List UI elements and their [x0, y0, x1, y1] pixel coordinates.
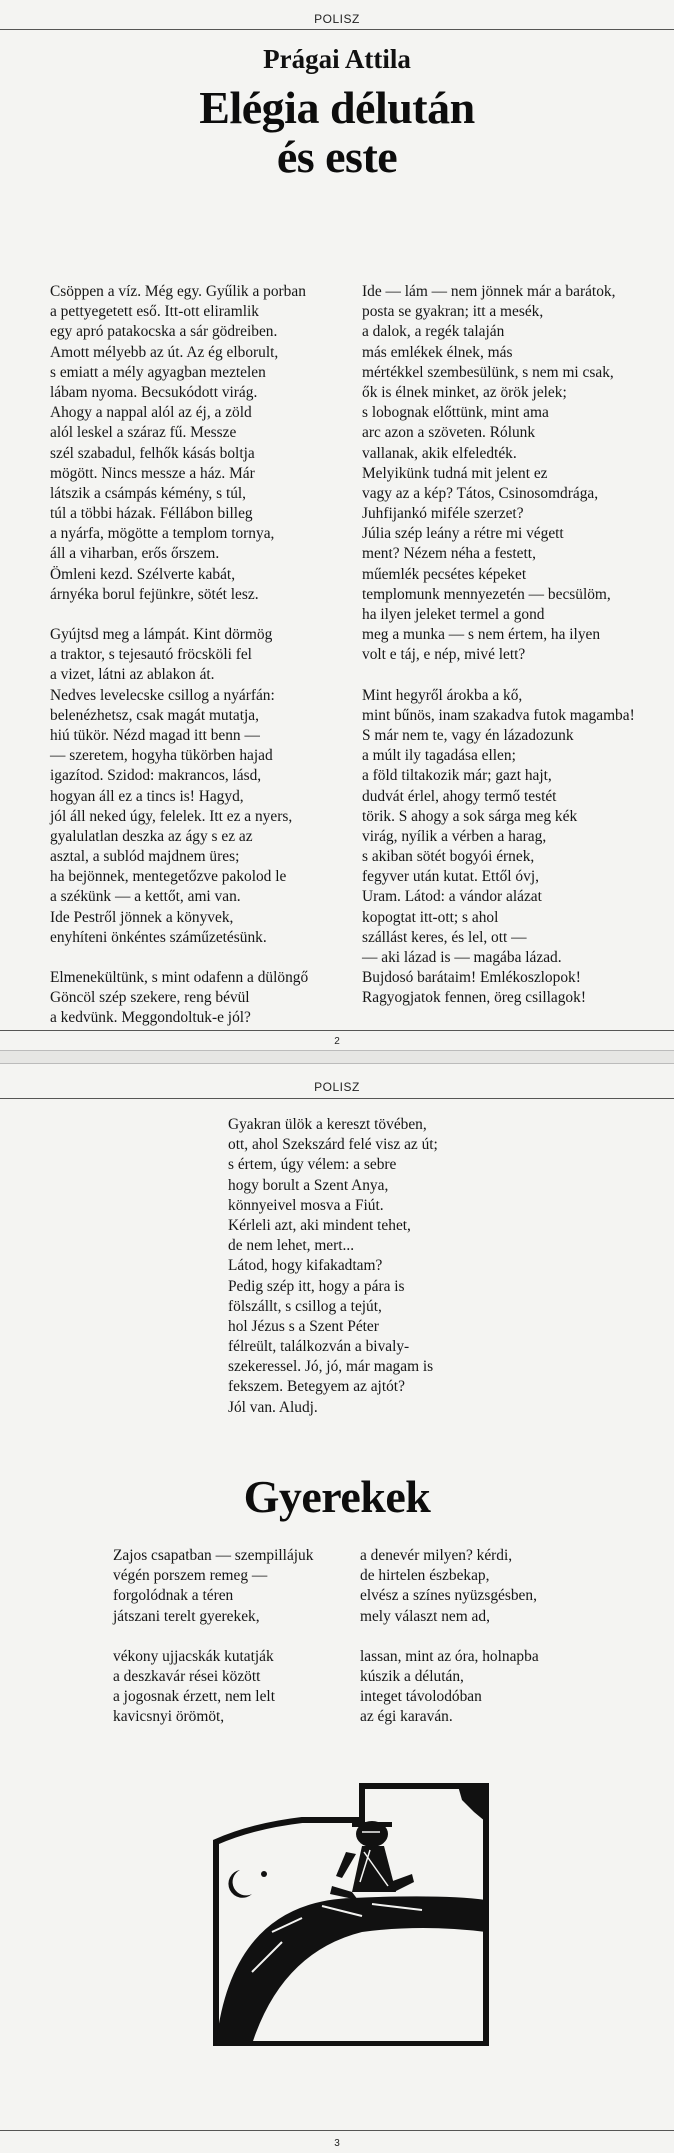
poem-line: asztal, a sublód majdnem üres; — [50, 848, 240, 866]
poem-line: Ide Pestről jönnek a könyvek, — [50, 908, 234, 926]
poem-line: Júlia szép leány a rétre mi végett — [362, 525, 564, 543]
poem-line: áll a viharban, erős őrszem. — [50, 545, 220, 563]
poem-line: Ide — lám — nem jönnek már a barátok, — [362, 283, 616, 300]
running-head: POLISZ — [314, 12, 360, 26]
poem-line: fekszem. Betegyem az ajtót? — [228, 1378, 405, 1396]
poem-line: integet távolodóban — [360, 1688, 482, 1706]
stanza — [50, 282, 350, 605]
poem-line: a dalok, a regék talaján — [362, 323, 505, 341]
poem-line: igazítod. Szidod: makrancos, lásd, — [50, 767, 262, 785]
poem-line: hogy borult a Szent Anya, — [228, 1176, 389, 1194]
poem-line: a kedvünk. Meggondoltuk-e jól? — [50, 1009, 251, 1027]
poem-line: S már nem te, vagy én lázadozunk — [362, 726, 574, 744]
header-rule — [0, 29, 674, 30]
stanza — [360, 1546, 610, 1627]
stanza — [362, 686, 672, 1009]
poem-line: belenézhetsz, csak magát mutatja, — [50, 706, 259, 724]
poem-line: a deszkavár rései között — [113, 1667, 261, 1685]
footer-rule — [0, 1030, 674, 1031]
poem-line: mértékkel szembesülünk, s nem mi csak, — [362, 363, 614, 381]
poem-line: hogyan áll ez a tincs is! Hagyd, — [50, 787, 244, 805]
stanza — [50, 625, 350, 948]
woodcut-illustration-icon — [212, 1782, 490, 2046]
poem-line: elvész a színes nyüzsgésben, — [360, 1587, 537, 1605]
poem-line: alól leskel a száraz fű. Messze — [50, 424, 237, 442]
poem-line: játszani terelt gyerekek, — [113, 1607, 260, 1625]
poem-line: s akiban sötét bogyói érnek, — [362, 848, 535, 866]
poem-line: Göncöl szép szekere, reng bévül — [50, 989, 250, 1007]
poem-line: de hirtelen észbekap, — [360, 1567, 490, 1585]
poem-line: forgolódnak a téren — [113, 1587, 234, 1605]
poem-line: s emiatt a mély agyagban meztelen — [50, 363, 266, 381]
poem-line: Jól van. Aludj. — [228, 1398, 318, 1416]
poem-line: a székünk — a kettőt, ami van. — [50, 888, 241, 906]
poem-line: lábam nyoma. Becsukódott virág. — [50, 383, 258, 401]
stanza — [362, 282, 672, 666]
poem-line: Melyikünk tudná mit jelent ez — [362, 464, 548, 482]
poem-line: Ragyogjatok fennen, öreg csillagok! — [362, 989, 586, 1007]
poem-line: Elmenekültünk, s mint odafenn a dülöngő — [50, 969, 309, 986]
poem-line: vallanak, akik elfeledték. — [362, 444, 517, 462]
poem-line: mely választ nem ad, — [360, 1607, 490, 1625]
poem-line: Gyújtsd meg a lámpát. Kint dörmög — [50, 626, 273, 643]
poem-line: a múlt ily tagadása ellen; — [362, 747, 516, 765]
poem-title-line: Elégia délután — [199, 82, 475, 133]
stanza — [113, 1647, 363, 1728]
poem-line: templomunk mennyezetén — becsülöm, — [362, 585, 611, 603]
poem-line: Nedves levelecske csillog a nyárfán: — [50, 686, 275, 704]
poem-line: virág, nyílik a vérben a harag, — [362, 827, 547, 845]
poem-line: más emlékek élnek, más — [362, 343, 513, 361]
poem-line: Amott mélyebb az út. Az ég elborult, — [50, 343, 279, 361]
poem-line: posta se gyakran; itt a mesék, — [362, 303, 544, 321]
footer-rule — [0, 2130, 674, 2131]
poem-line: s lobognak előttünk, mint ama — [362, 404, 549, 422]
poem-line: Pedig szép itt, hogy a pára is — [228, 1277, 405, 1295]
poem-line: ha ilyen jeleket termel a gond — [362, 606, 545, 623]
poem-line: egy apró patakocska a sár gödreiben. — [50, 323, 278, 341]
poem-line: vékony ujjacskák kutatják — [113, 1647, 274, 1665]
poem-line: Uram. Látod: a vándor alázat — [362, 888, 542, 906]
poem-line: dudvát érlel, ahogy termő testét — [362, 787, 557, 805]
poem-line: túl a többi házak. Féllábon billeg — [50, 505, 253, 523]
poem-line: látszik a csámpás kémény, s túl, — [50, 484, 247, 502]
author-name: Prágai Attila — [263, 44, 411, 74]
poem-line: fegyver után kutat. Ettől óvj, — [362, 868, 539, 886]
poem-line: a föld tiltakozik már; gazt hajt, — [362, 767, 552, 785]
poem-line: ott, ahol Szekszárd felé visz az út; — [228, 1136, 438, 1154]
stanza — [360, 1647, 610, 1728]
poem-line: fölszállt, s csillog a tejút, — [228, 1297, 382, 1315]
poem-line: végén porszem remeg — — [113, 1567, 268, 1585]
poem-line: mögött. Nincs messze a ház. Már — [50, 464, 255, 482]
poem2-title: Gyerekek — [243, 1471, 431, 1522]
poem2-column-left — [113, 1546, 363, 1748]
poem-line: — szeretem, hogyha tükörben hajad — [50, 747, 273, 765]
poem-title — [0, 83, 674, 181]
stanza — [113, 1546, 363, 1627]
poem-line: a nyárfa, mögötte a templom tornya, — [50, 525, 275, 543]
poem-line: meg a munka — s nem értem, ha ilyen — [362, 626, 601, 644]
poem-line: Zajos csapatban — szempillájuk — [113, 1547, 314, 1564]
poem-line: könnyeivel mosva a Fiút. — [228, 1196, 384, 1214]
poem-line: Mint hegyről árokba a kő, — [362, 686, 523, 704]
poem2-column-right — [360, 1546, 610, 1748]
poem-line: jól áll neked úgy, felelek. Itt ez a nyers, — [50, 807, 293, 825]
poem-line: Látod, hogy kifakadtam? — [228, 1257, 383, 1275]
poem-line: arc azon a szöveten. Rólunk — [362, 424, 536, 442]
poem-line: gyalulatlan deszka az ágy s ez az — [50, 827, 253, 845]
poem-line: Juhfijankó miféle szerzet? — [362, 505, 524, 523]
poem-line: s értem, úgy vélem: a sebre — [228, 1156, 397, 1174]
page-number: 2 — [334, 1036, 340, 1047]
poem-line: hiú tükör. Nézd magad itt benn — — [50, 726, 260, 744]
poem-column-left — [50, 282, 350, 1049]
header-rule — [0, 1098, 674, 1099]
poem-title-line: és este — [276, 131, 398, 182]
poem-line: mint bűnös, inam szakadva futok magamba! — [362, 706, 635, 724]
poem-line: volt e táj, e nép, mivé lett? — [362, 646, 526, 664]
poem-line: Ahogy a nappal alól az éj, a zöld — [50, 404, 252, 422]
poem-line: árnyéka borul fejünkre, sötét lesz. — [50, 585, 259, 603]
stanza — [50, 968, 350, 1029]
poem-line: ők is élnek minket, az örök jelek; — [362, 383, 567, 401]
poem-line: Bujdosó barátaim! Emlékoszlopok! — [362, 969, 581, 987]
poem-line: törik. S ahogy a sok sárga meg kék — [362, 807, 578, 825]
poem-line: a vizet, látni az ablakon át. — [50, 666, 215, 684]
poem-line: ment? Nézem néha a festett, — [362, 545, 536, 563]
poem-line: enyhíteni önkéntes száműzetésünk. — [50, 928, 267, 946]
poem-line: Csöppen a víz. Még egy. Gyűlik a porban — [50, 283, 306, 300]
poem-line: — aki lázad is — magába lázad. — [362, 949, 562, 966]
poem-line: hol Jézus s a Szent Péter — [228, 1317, 379, 1335]
poem-line: kúszik a délután, — [360, 1667, 464, 1685]
poem-line: a jogosnak érzett, nem lelt — [113, 1688, 275, 1706]
page-1 — [0, 0, 674, 1050]
poem-line: szekeressel. Jó, jó, már magam is — [228, 1358, 434, 1376]
poem-continuation — [228, 1115, 568, 1418]
running-head: POLISZ — [314, 1080, 360, 1094]
poem-line: az égi karaván. — [360, 1708, 453, 1726]
poem-line: a denevér milyen? kérdi, — [360, 1547, 513, 1564]
poem-line: Ömleni kezd. Szélverte kabát, — [50, 565, 236, 583]
poem-line: kopogtat itt-ott; s ahol — [362, 908, 499, 926]
poem-line: lassan, mint az óra, holnapba — [360, 1647, 539, 1665]
poem-line: Kérleli azt, aki mindent tehet, — [228, 1216, 411, 1234]
page-number: 3 — [334, 2138, 340, 2149]
poem-line: ha bejönnek, mentegetőzve pakolod le — [50, 868, 287, 886]
poem-line: de nem lehet, mert... — [228, 1237, 355, 1255]
poem-line: félreült, találkozván a bivaly- — [228, 1338, 410, 1356]
poem-line: kavicsnyi örömöt, — [113, 1708, 225, 1726]
poem-line: Gyakran ülök a kereszt tövében, — [228, 1116, 427, 1133]
poem-line: szállást keres, és lel, ott — — [362, 928, 527, 946]
poem-column-right — [362, 282, 672, 1029]
poem-line: szél szabadul, felhők kásás boltja — [50, 444, 255, 462]
poem-line: vagy az a kép? Tátos, Csinosomdrága, — [362, 484, 599, 502]
poem-line: a pettyegetett eső. Itt-ott eliramlik — [50, 303, 259, 321]
poem-line: műemlék pecsétes képeket — [362, 565, 527, 583]
poem-line: a traktor, s tejesautó fröcsköli fel — [50, 646, 252, 664]
